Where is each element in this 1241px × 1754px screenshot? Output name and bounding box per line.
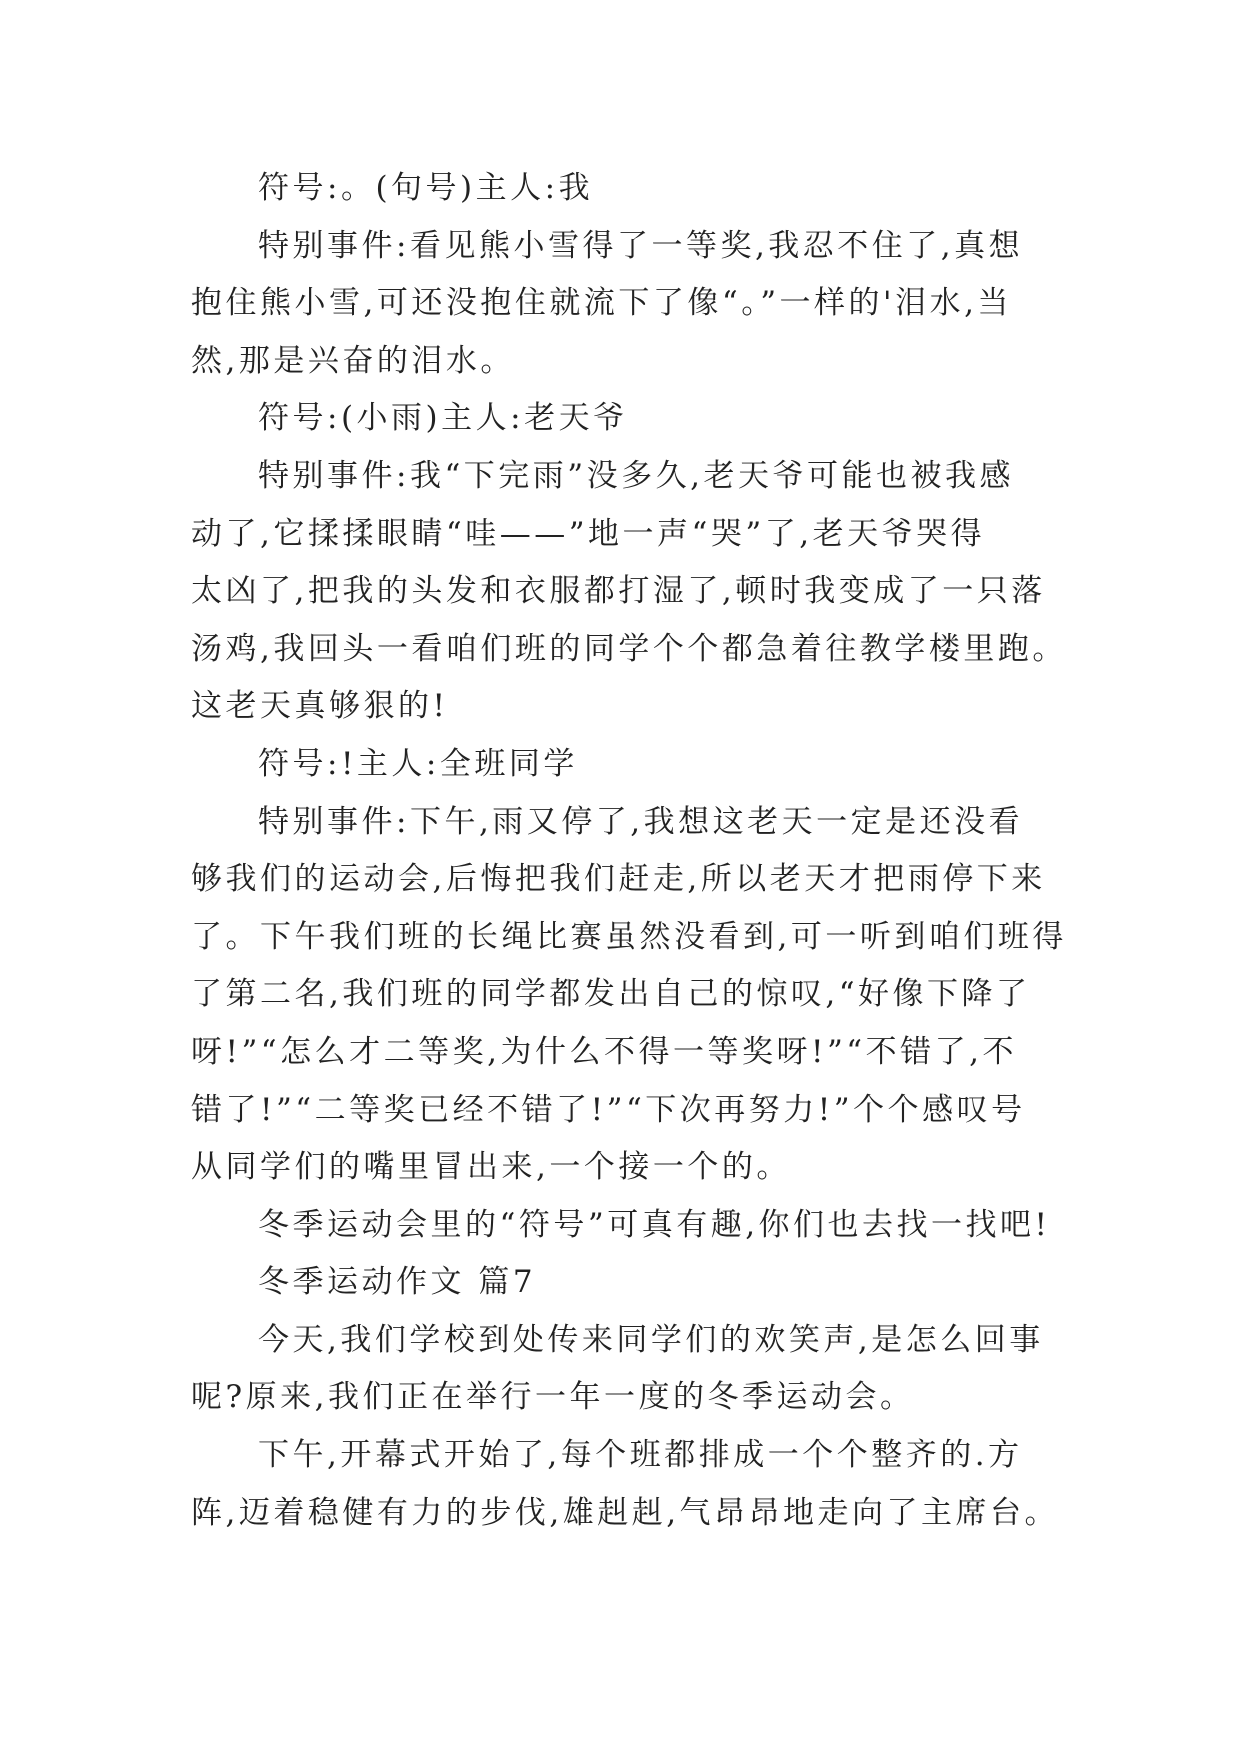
text-line: 冬季运动会里的“符号”可真有趣,你们也去找一找吧! [258, 1206, 1051, 1243]
text-line: 汤鸡,我回头一看咱们班的同学个个都急着往教学楼里跑。 [191, 630, 1067, 667]
text-line: 特别事件:下午,雨又停了,我想这老天一定是还没看 [258, 803, 1024, 840]
text-line: 了。下午我们班的长绳比赛虽然没看到,可一听到咱们班得 [191, 918, 1067, 955]
text-line: 符号:!主人:全班同学 [258, 745, 578, 782]
text-line: 下午,开幕式开始了,每个班都排成一个个整齐的.方 [258, 1437, 1023, 1474]
text-line: 太凶了,把我的头发和衣服都打湿了,顿时我变成了一只落 [191, 573, 1046, 610]
text-line: 错了!”“二等奖已经不错了!”“下次再努力!”个个感叹号 [191, 1091, 1026, 1128]
text-line: 阵,迈着稳健有力的步伐,雄赳赳,气昂昂地走向了主席台。 [191, 1494, 1060, 1531]
text-line: 动了,它揉揉眼睛“哇——”地一声“哭”了,老天爷哭得 [191, 515, 986, 552]
text-line: 今天,我们学校到处传来同学们的欢笑声,是怎么回事 [258, 1321, 1044, 1358]
text-line: 这老天真够狠的! [191, 688, 449, 725]
text-line: 够我们的运动会,后悔把我们赶走,所以老天才把雨停下来 [191, 861, 1046, 898]
text-line: 然,那是兴奋的泪水。 [191, 342, 515, 379]
section-heading: 冬季运动作文 篇7 [258, 1264, 537, 1301]
text-line: 呀!”“怎么才二等奖,为什么不得一等奖呀!”“不错了,不 [191, 1033, 1018, 1070]
text-line: 特别事件:看见熊小雪得了一等奖,我忍不住了,真想 [258, 227, 1024, 264]
text-line: 特别事件:我“下完雨”没多久,老天爷可能也被我感 [258, 457, 1014, 494]
document-body [191, 160, 1071, 1542]
text-line: 符号:。(句号)主人:我 [258, 170, 594, 206]
text-line: 了第二名,我们班的同学都发出自己的惊叹,“好像下降了 [191, 976, 1031, 1013]
text-line: 从同学们的嘴里冒出来,一个接一个的。 [191, 1149, 791, 1186]
text-line: 符号:(小雨)主人:老天爷 [258, 400, 628, 437]
text-line: 抱住熊小雪,可还没抱住就流下了像“。”一样的'泪水,当 [191, 285, 1012, 322]
text-line: 呢?原来,我们正在举行一年一度的冬季运动会。 [191, 1379, 915, 1416]
